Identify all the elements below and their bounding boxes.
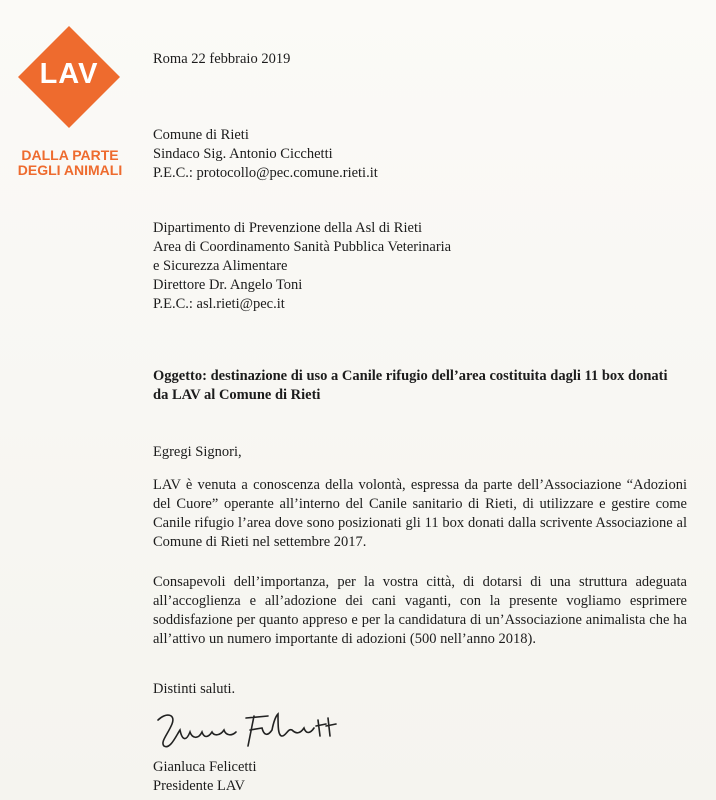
letter-greeting: Egregi Signori, (153, 444, 242, 460)
recipient-block-asl (153, 219, 451, 314)
signer-block (153, 758, 256, 796)
recipient-line: Sindaco Sig. Antonio Cicchetti (153, 146, 333, 162)
signer-name: Gianluca Felicetti (153, 759, 257, 775)
recipient-line: Area di Coordinamento Sanità Pubblica Veterinaria (153, 239, 452, 255)
recipient-line: Direttore Dr. Angelo Toni (153, 277, 303, 293)
recipient-line: Comune di Rieti (153, 127, 249, 143)
recipient-line: P.E.C.: protocollo@pec.comune.rieti.it (153, 165, 378, 181)
logo-tagline-line: DEGLI ANIMALI (17, 162, 123, 178)
body-paragraph: LAV è venuta a conoscenza della volontà, espressa da parte dell’Associazione “Adozioni del Cuore” operante all’interno del Canile sanitario di Rieti, di utilizzare e gestire come Canile rifugio l’area dove sono posizionati gli 11 box donati dalla scrivente Associazione al Comune di Rieti nel settembre 2017. (153, 477, 687, 550)
recipient-line: e Sicurezza Alimentare (153, 258, 288, 274)
logo-mark: LAV (39, 58, 99, 90)
logo-tagline (0, 148, 140, 178)
logo-tagline-line: DALLA PARTE (21, 147, 119, 163)
handwritten-signature (150, 706, 350, 756)
lav-logo (0, 18, 140, 188)
letter-closing: Distinti saluti. (153, 681, 236, 697)
body-paragraph: Consapevoli dell’importanza, per la vostra città, di dotarsi di una struttura adeguata all’accoglienza e all’adozione dei cani vaganti, con la presente vogliamo esprimere soddisfazione per quanto appreso e per la candidatura di un’Associazione animalista che ha all’attivo un numero importante di adozioni (500 nell’anno 2018). (153, 574, 687, 647)
letter-date: Roma 22 febbraio 2019 (153, 51, 291, 67)
recipient-block-comune (153, 126, 378, 183)
recipient-line: Dipartimento di Prevenzione della Asl di Rieti (153, 220, 423, 236)
signer-title: Presidente LAV (153, 778, 245, 794)
recipient-line: P.E.C.: asl.rieti@pec.it (153, 296, 285, 312)
letter-subject: Oggetto: destinazione di uso a Canile rifugio dell’area costituita dagli 11 box donati da LAV al Comune di Rieti (153, 368, 668, 403)
